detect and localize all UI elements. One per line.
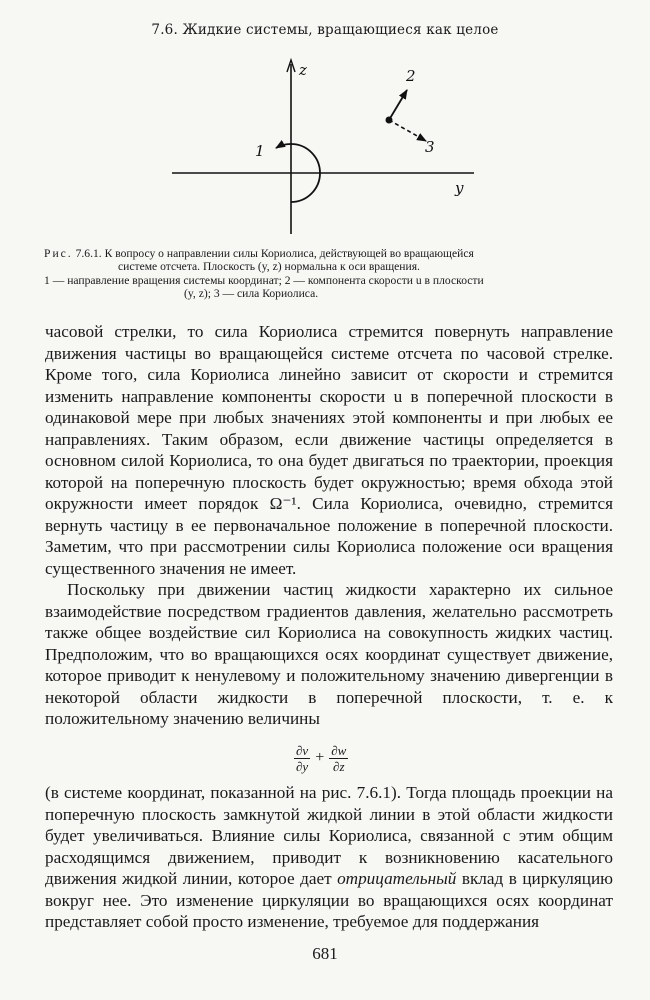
caption-line-4: (y, z); 3 — сила Кориолиса. [184, 287, 319, 301]
fraction-numerator: ∂v [296, 742, 309, 758]
y-axis-label: y [455, 179, 464, 197]
caption-line-3: 1 — направление вращения системы координат; 2 — компонента скорости u в плоскости [44, 273, 484, 287]
fraction-denominator: ∂y [296, 758, 309, 774]
page-number: 681 [312, 944, 338, 963]
caption-prefix: Рис. [44, 247, 73, 260]
rotation-arc-arrow [276, 144, 291, 148]
main-text [45, 321, 613, 730]
caption-line-1: 7.6.1. К вопросу о направлении силы Кориолиса, действующей во вращающейся [72, 247, 474, 260]
plus-sign: + [315, 749, 325, 766]
caption-line-2: системе отсчета. Плоскость (y, z) нормальна к оси вращения. [118, 260, 420, 274]
divergence-formula [292, 738, 350, 778]
z-axis-label: z [299, 61, 307, 79]
fraction-dv-dy [294, 743, 310, 774]
fraction-dw-dz [329, 743, 348, 774]
velocity-arrow [389, 90, 407, 120]
fraction-numerator: ∂w [331, 742, 347, 758]
emphasized-word: отрицательный [337, 869, 457, 888]
coriolis-force-arrow [389, 120, 426, 141]
label-3: 3 [425, 138, 435, 156]
label-2: 2 [406, 67, 416, 85]
coriolis-diagram [160, 52, 490, 242]
running-header: 7.6. Жидкие системы, вращающиеся как целое [151, 22, 499, 38]
paragraph-1: часовой стрелки, то сила Кориолиса стремится повернуть направление движения частицы во вращающейся системе отсчета по часовой стрелке. Кроме того, сила Кориолиса линейно зависит от скорости и стремится изменить направление компоненты скорости u в поперечной плоскости в одинаковой мере при любых значениях этой компоненты и при любых ее направлениях. Таким образом, если движение частицы определяется в основном силой Кориолиса, то она будет двигаться по траектории, проекция которой на поперечную плоскость будет окружностью; время обхода этой окружности имеет порядок Ω⁻¹. Сила Кориолиса, очевидно, стремится вернуть частицу в ее первоначальное положение в поперечной плоскости. Заметим, что при рассмотрении силы Кориолиса положение оси вращения существенного значения не имеет. [45, 322, 613, 578]
paragraph-3-part-a: (в системе координат, показанной на рис. 7.6.1). Тогда площадь проекции на поперечную плоскость замкнутой жидкой линии в этой области жидкости будет увеличиваться. Влияние силы Кориолиса, связанной с этим общим расходящимся движением, приводит к возникновению касательного движения жидкой линии, которое дает [45, 783, 613, 888]
paragraph-3 [45, 782, 613, 933]
figure-7-6-1 [160, 52, 490, 242]
figure-caption [44, 247, 614, 301]
label-1: 1 [255, 142, 265, 160]
fraction-denominator: ∂z [333, 758, 345, 774]
paragraph-2: Поскольку при движении частиц жидкости характерно их сильное взаимодействие посредством градиентов давления, желательно рассмотреть также общее воздействие сил Кориолиса на совокупность жидких частиц. Предположим, что во вращающихся осях координат существует движение, которое приводит к ненулевому и положительному значению дивергенции в некоторой области жидкости в поперечной плоскости, т. е. к положительному значению величины [45, 580, 613, 728]
main-text-continued [45, 782, 613, 933]
paragraph-3-part-b: вклад в циркуляцию вокруг нее. Это изменение циркуляции во вращающихся осях координат представляет собой просто изменение, требуемое для поддержания [45, 869, 613, 931]
